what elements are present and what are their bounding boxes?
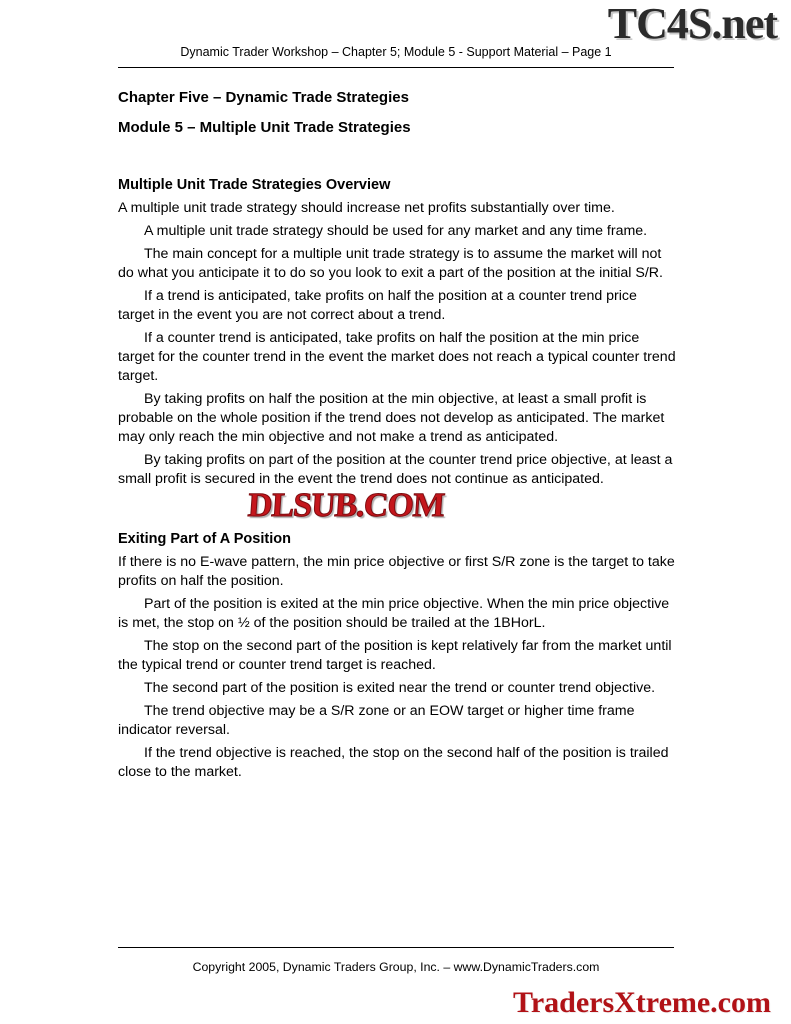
footer-divider bbox=[118, 947, 674, 948]
paragraph: The second part of the position is exited near the trend or counter trend objective. bbox=[144, 680, 656, 697]
paragraph: The main concept for a multiple unit trade strategy is to assume the market will not do what you anticipate it to do so you look to exit a part of the position at the initial S/R. bbox=[118, 245, 663, 281]
watermark-tc4s: TC4S.net bbox=[607, 0, 777, 48]
section-heading-overview: Multiple Unit Trade Strategies Overview bbox=[118, 176, 391, 193]
paragraph: If there is no E-wave pattern, the min price objective or first S/R zone is the target to take profits on half the position. bbox=[118, 553, 675, 589]
watermark-tradersxtreme: TradersXtreme.com bbox=[513, 986, 771, 1019]
module-title: Module 5 – Multiple Unit Trade Strategies bbox=[118, 119, 411, 137]
paragraph: By taking profits on part of the position at the counter trend price objective, at least a small profit is secured in the event the trend does not continue as anticipated. bbox=[118, 451, 673, 487]
paragraph: If a trend is anticipated, take profits on half the position at a counter trend price target in the event you are not correct about a trend. bbox=[118, 287, 637, 323]
paragraph: The trend objective may be a S/R zone or an EOW target or higher time frame indicator reversal. bbox=[118, 703, 635, 739]
footer-copyright: Copyright 2005, Dynamic Traders Group, Inc. – www.DynamicTraders.com bbox=[192, 960, 600, 974]
paragraph: If the trend objective is reached, the stop on the second half of the position is trailed close to the market. bbox=[118, 745, 669, 781]
running-header: Dynamic Trader Workshop – Chapter 5; Module 5 - Support Material – Page 1 bbox=[180, 45, 612, 59]
section-heading-exiting: Exiting Part of A Position bbox=[118, 530, 291, 547]
paragraph: If a counter trend is anticipated, take profits on half the position at the min price target for the counter trend in the event the market does not reach a typical counter trend target. bbox=[118, 329, 676, 384]
header-divider bbox=[118, 67, 674, 68]
paragraph: A multiple unit trade strategy should be used for any market and any time frame. bbox=[144, 222, 648, 239]
paragraph: A multiple unit trade strategy should increase net profits substantially over time. bbox=[118, 199, 615, 216]
chapter-title: Chapter Five – Dynamic Trade Strategies bbox=[118, 89, 409, 106]
paragraph: By taking profits on half the position at the min objective, at least a small profit is probable on the whole position if the trend does not develop as anticipated. The market may only reach the min objective and not make a trend as anticipated. bbox=[118, 390, 665, 445]
watermark-dlsub: DLSUB.COM bbox=[246, 487, 446, 524]
paragraph: The stop on the second part of the position is kept relatively far from the market until the typical trend or counter trend target is reached. bbox=[118, 638, 672, 674]
paragraph: Part of the position is exited at the min price objective. When the min price objective is met, the stop on ½ of the position should be trailed at the 1BHorL. bbox=[118, 596, 670, 632]
document-body bbox=[118, 88, 676, 786]
